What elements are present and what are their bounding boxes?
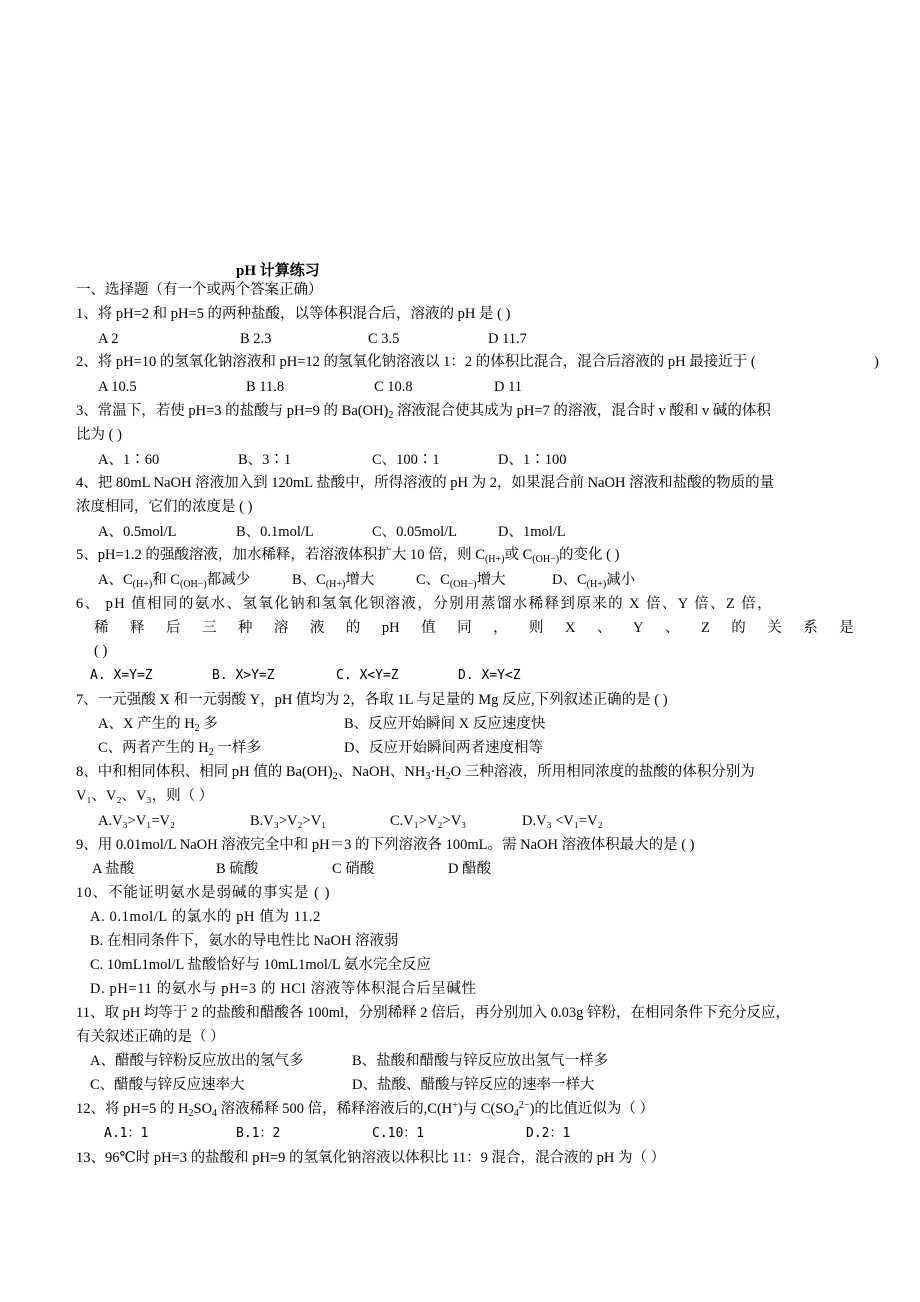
question-4: 4、把 80mL NaOH 溶液加入到 120mL 盐酸中，所得溶液的 pH 为 2，如果混合前 NaOH 溶液和盐酸的物质的量: [76, 475, 775, 491]
question-8-line-2: V₁、V₂、V₃，则（ ）: [76, 788, 214, 804]
question-9: 9、用 0.01mol/L NaOH 溶液完全中和 pH＝3 的下列溶液各 100mL。需 NaOH 溶液体积最大的是 ( ): [76, 837, 695, 853]
q2-option-c: C 10.8: [374, 379, 413, 395]
q5-option-a: A、$C_{(H+)}$和 $C_{(OH-)}$都减少: [98, 572, 251, 590]
question-2: 2、将 pH=10 的氢氧化钠溶液和 pH=12 的氢氧化钠溶液以 1：2 的体积比混合，混合后溶液的 pH 最接近于 (: [76, 354, 756, 370]
q2-option-b: B 11.8: [246, 379, 285, 395]
q2-option-d: D 11: [494, 379, 523, 395]
q3-option-d: D、1∶100: [498, 452, 567, 468]
q11-option-b: B、盐酸和醋酸与锌反应放出氢气一样多: [352, 1053, 609, 1069]
q7-option-b: B、反应开始瞬间 X 反应速度快: [344, 716, 546, 732]
q5-option-b: B、$C_{(H+)}$增大: [292, 572, 375, 590]
q6-option-a: A. X=Y=Z: [90, 668, 153, 683]
q11-option-a: A、醋酸与锌粉反应放出的氢气多: [90, 1053, 304, 1069]
page-title: pH 计算练习: [236, 263, 320, 279]
question-10: 10、不能证明氨水是弱碱的事实是 ( ): [76, 885, 331, 901]
q5-option-d: D、$C_{(H+)}$减小: [552, 572, 636, 590]
q4-option-c: C、0.05mol/L: [372, 524, 457, 540]
q3-option-b: B、3∶1: [238, 452, 292, 468]
question-6-line-3: ( ): [94, 643, 108, 659]
q12-option-d: D.2：1: [526, 1126, 571, 1141]
q3-option-c: C、100∶1: [372, 452, 440, 468]
q6-option-b: B. X>Y=Z: [212, 668, 275, 683]
question-6: 6、 pH 值相同的氨水、氢氧化钠和氢氧化钡溶液，分别用蒸馏水稀释到原来的 X 倍、Y 倍、Z 倍，: [76, 596, 773, 612]
q9-option-c: C 硝酸: [332, 861, 375, 877]
q1-option-b: B 2.3: [240, 331, 272, 347]
q10-option-c: C. 10mL1mol/L 盐酸恰好与 10mL1mol/L 氨水完全反应: [90, 957, 431, 973]
q2-option-a: A 10.5: [98, 379, 137, 395]
question-2-close: ): [874, 354, 879, 370]
q6-option-d: D. X=Y<Z: [458, 668, 521, 683]
q8-option-d: D.V₃ <V₁=V₂: [522, 813, 603, 829]
q8-option-b: B.V₃>V₂>V₁: [250, 813, 327, 829]
question-8: 8、中和相同体积、相同 pH 值的 $Ba(OH)_2$、NaOH、$NH_3\cdot H_2O$ 三种溶液，所用相同浓度的盐酸的体积分别为: [76, 764, 755, 782]
q1-option-c: C 3.5: [368, 331, 400, 347]
q9-option-d: D 醋酸: [448, 861, 492, 877]
q4-option-b: B、0.1mol/L: [236, 524, 314, 540]
q10-option-b: B. 在相同条件下，氨水的导电性比 NaOH 溶液弱: [90, 933, 399, 949]
question-3: 3、常温下，若使 pH=3 的盐酸与 pH=9 的 $Ba(OH)_2$ 溶液混合使其成为 pH=7 的溶液，混合时 v 酸和 v 碱的体积: [76, 403, 771, 421]
q1-option-a: A 2: [98, 331, 119, 347]
question-12: 12、将 pH=5 的 $H_2SO_4$ 溶液稀释 500 倍，稀释溶液后的,C(H+)与 $C(SO_4^{2-})$的比值近似为（ ）: [76, 1100, 655, 1119]
q11-option-c: C、醋酸与锌反应速率大: [90, 1077, 245, 1093]
q9-option-b: B 硫酸: [216, 861, 259, 877]
question-7: 7、一元强酸 X 和一元弱酸 Y，pH 值均为 2，各取 1L 与足量的 Mg 反应,下列叙述正确的是 ( ): [76, 692, 668, 708]
question-11: 11、取 pH 均等于 2 的盐酸和醋酸各 100ml，分别稀释 2 倍后，再分别加入 0.03g 锌粉，在相同条件下充分反应，: [76, 1005, 790, 1021]
q8-option-a: A.V₃>V₁=V₂: [98, 813, 176, 829]
q6-option-c: C. X<Y=Z: [336, 668, 399, 683]
q5-option-c: C、$C_{(OH-)}$增大: [416, 572, 506, 590]
question-1: 1、将 pH=2 和 pH=5 的两种盐酸，以等体积混合后，溶液的 pH 是 ( ): [76, 306, 511, 322]
q7-option-d: D、反应开始瞬间两者速度相等: [344, 740, 543, 756]
q7-option-c: C、两者产生的 $H_2$ 一样多: [98, 740, 261, 758]
q7-option-a: A、X 产生的 $H_2$ 多: [98, 716, 218, 734]
q4-option-a: A、0.5mol/L: [98, 524, 177, 540]
q4-option-d: D、1mol/L: [498, 524, 566, 540]
question-3-line-2: 比为 ( ): [76, 427, 122, 443]
q3-option-a: A、1∶60: [98, 452, 160, 468]
q12-option-c: C.10：1: [372, 1126, 425, 1141]
question-11-line-2: 有关叙述正确的是（ ）: [76, 1029, 225, 1045]
question-13: 13、96℃时 pH=3 的盐酸和 pH=9 的氢氧化钠溶液以体积比 11：9 混合，混合液的 pH 为（ ）: [76, 1150, 666, 1166]
section-heading: 一、选择题（有一个或两个答案正确）: [76, 282, 323, 298]
q8-option-c: C.V₁>V₂>V₃: [390, 813, 467, 829]
question-6-line-2: 稀 释 后 三 种 溶 液 的 pH 值 同 ， 则 X 、 Y 、 Z 的 关 系 是: [94, 620, 854, 636]
question-4-line-2: 浓度相同，它们的浓度是 ( ): [76, 499, 253, 515]
question-5: 5、pH=1.2 的强酸溶液，加水稀释，若溶液体积扩大 10 倍，则 $C_{(H+)}$或 $C_{(OH-)}$的变化 ( ): [76, 547, 620, 565]
q12-option-a: A.1：1: [104, 1126, 149, 1141]
q10-option-a: A. 0.1mol/L 的氯水的 pH 值为 11.2: [90, 909, 322, 925]
q10-option-d: D. pH=11 的氨水与 pH=3 的 HCl 溶液等体积混合后呈碱性: [90, 981, 477, 997]
q11-option-d: D、盐酸、醋酸与锌反应的速率一样大: [352, 1077, 595, 1093]
q9-option-a: A 盐酸: [92, 861, 135, 877]
q12-option-b: B.1：2: [236, 1126, 281, 1141]
q1-option-d: D 11.7: [488, 331, 527, 347]
